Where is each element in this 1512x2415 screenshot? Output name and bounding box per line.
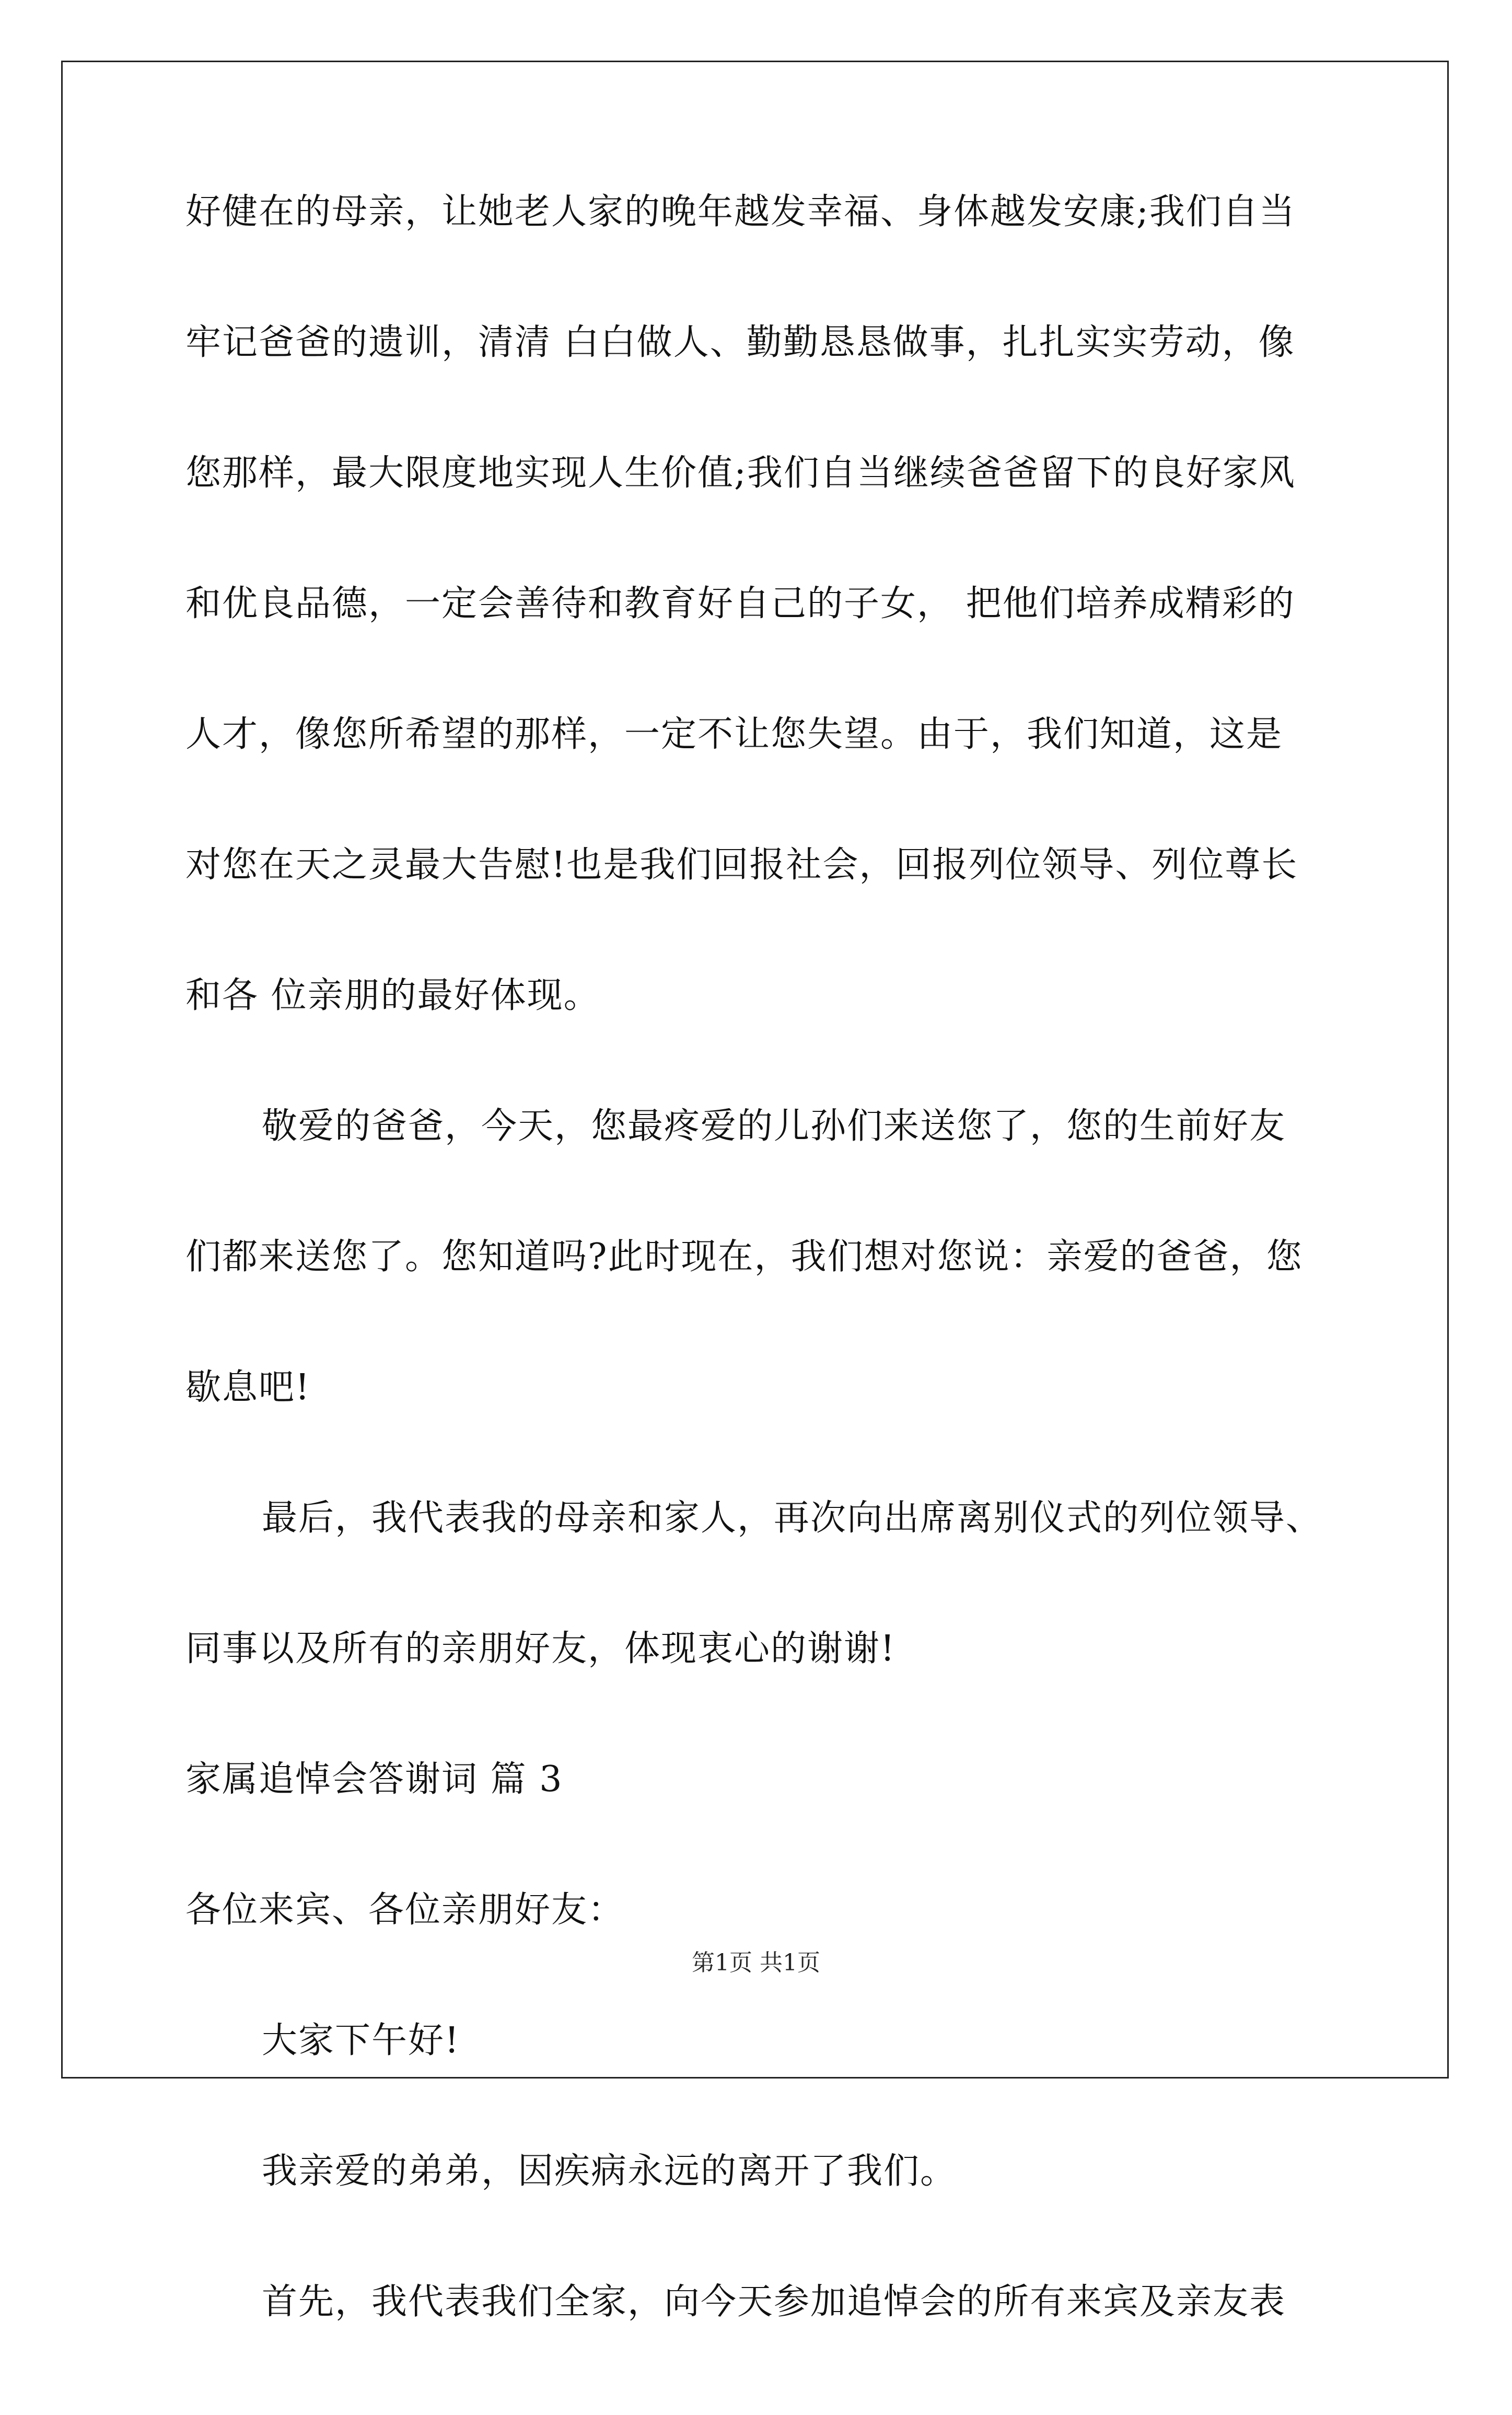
text-line: 人才，像您所希望的那样，一定不让您失望。由于，我们知道，这是 [185,714,1283,755]
paragraph-start-line: 首先，我代表我们全家，向今天参加追悼会的所有来宾及亲友表 [262,2281,1286,2323]
greeting-line: 大家下午好! [262,2020,460,2061]
paragraph-start-line: 敬爱的爸爸，今天，您最疼爱的儿孙们来送您了，您的生前好友 [262,1106,1286,1147]
section-heading: 家属追悼会答谢词 篇 3 [185,1759,563,1800]
text-line: 好健在的母亲，让她老人家的晚年越发幸福、身体越发安康;我们自当 [185,191,1296,233]
paragraph-start-line: 我亲爱的弟弟，因疾病永远的离开了我们。 [262,2151,957,2192]
text-line: 和优良品德，一定会善待和教育好自己的子女， 把他们培养成精彩的 [185,583,1295,624]
text-line: 和各 位亲朋的最好体现。 [185,975,600,1016]
text-line: 您那样，最大限度地实现人生价值;我们自当继续爸爸留下的良好家风 [185,452,1296,494]
text-line: 牢记爸爸的遗训，清清 白白做人、勤勤恳恳做事，扎扎实实劳动，像 [185,322,1295,363]
text-line: 同事以及所有的亲朋好友，体现衷心的谢谢! [185,1628,896,1669]
text-line: 们都来送您了。您知道吗?此时现在，我们想对您说：亲爱的爸爸，您 [185,1236,1303,1278]
text-line: 歇息吧! [185,1367,311,1408]
page-number-footer: 第1页 共1页 [692,1949,820,1976]
paragraph-start-line: 最后，我代表我的母亲和家人，再次向出席离别仪式的列位领导、 [262,1497,1323,1539]
salutation: 各位来宾、各位亲朋好友： [185,1889,625,1931]
document-body [185,191,1335,2415]
text-line: 对您在天之灵最大告慰!也是我们回报社会，回报列位领导、列位尊长 [185,844,1298,886]
